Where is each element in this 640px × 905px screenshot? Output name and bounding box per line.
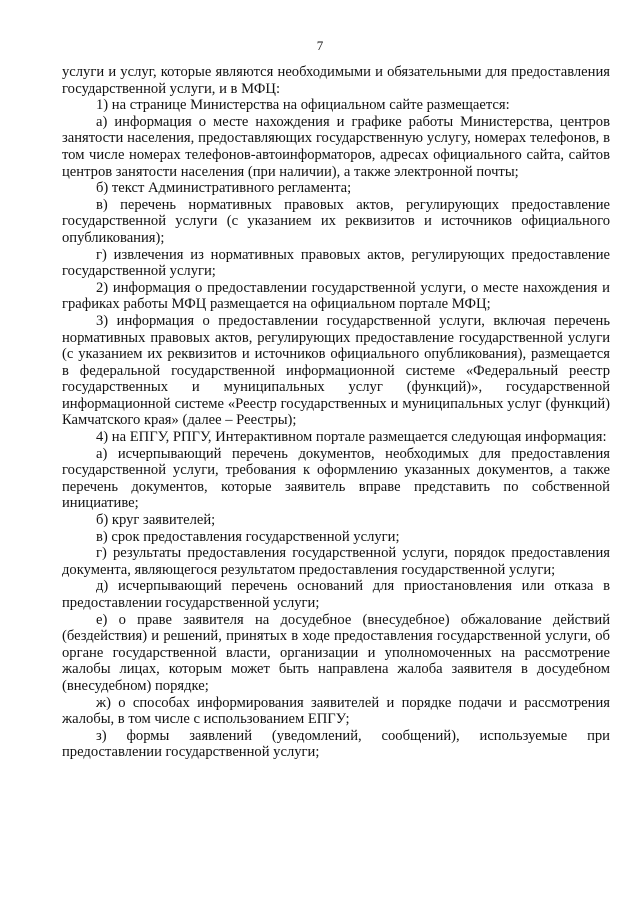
document-body (62, 64, 610, 761)
paragraph: г) результаты предоставления государственной услуги, порядок предоставления документа, являющегося результатом предоставления государственной услуги; (62, 545, 610, 578)
paragraph: ж) о способах информирования заявителей и порядке подачи и рассмотрения жалобы, в том числе с использованием ЕПГУ; (62, 694, 610, 728)
paragraph: б) текст Административного регламента; (96, 180, 352, 197)
paragraph: 3) информация о предоставлении государственной услуги, включая перечень нормативных правовых актов, регулирующих предоставление государственной услуги (с указанием их реквизитов и источников официального опубликования), размещается в федеральной государственной информационной системе «Федеральный реестр государственных и муниципальных услуг (функций)», государственной информационной системе «Реестр государственных и муниципальных услуг (функций) Камчатского края» (далее – Реестры); (62, 312, 610, 429)
paragraph: услуги и услуг, которые являются необходимыми и обязательными для предоставления государственной услуги, и в МФЦ: (62, 64, 610, 97)
paragraph: а) информация о месте нахождения и графике работы Министерства, центров занятости населения, предоставляющих государственную услугу, номерах телефонов, в том числе номерах телефонов-автоинформаторов, адресах официального сайта, сайтов центров занятости населения (при наличии), а также электронной почты; (62, 113, 610, 180)
paragraph: 4) на ЕПГУ, РПГУ, Интерактивном портале размещается следующая информация: (96, 429, 607, 446)
paragraph: б) круг заявителей; (96, 512, 216, 529)
page-number: 7 (316, 38, 324, 53)
paragraph: д) исчерпывающий перечень оснований для приостановления или отказа в предоставлении государственной услуги; (62, 578, 610, 611)
paragraph: е) о праве заявителя на досудебное (внесудебное) обжалование действий (бездействия) и решений, принятых в ходе предоставления государственной услуги, об органе государственной власти, организации и уполномоченных на рассмотрение жалобы лицах, которым может быть направлена жалоба заявителя в досудебном (внесудебном) порядке; (62, 611, 610, 694)
paragraph: 1) на странице Министерства на официальном сайте размещается: (96, 97, 510, 114)
paragraph: а) исчерпывающий перечень документов, необходимых для предоставления государственной услуги, требования к оформлению указанных документов, а также перечень документов, которые заявитель вправе представить по собственной инициативе; (62, 445, 610, 512)
paragraph: г) извлечения из нормативных правовых актов, регулирующих предоставление государственной услуги; (62, 246, 610, 280)
paragraph: з) формы заявлений (уведомлений, сообщений), используемые при предоставлении государственной услуги; (62, 727, 610, 761)
paragraph: в) срок предоставления государственной услуги; (96, 528, 400, 545)
paragraph: в) перечень нормативных правовых актов, регулирующих предоставление государственной услуги (с указанием их реквизитов и источников официального опубликования); (62, 196, 610, 246)
paragraph: 2) информация о предоставлении государственной услуги, о месте нахождения и графиках работы МФЦ размещается на официальном портале МФЦ; (62, 279, 610, 313)
